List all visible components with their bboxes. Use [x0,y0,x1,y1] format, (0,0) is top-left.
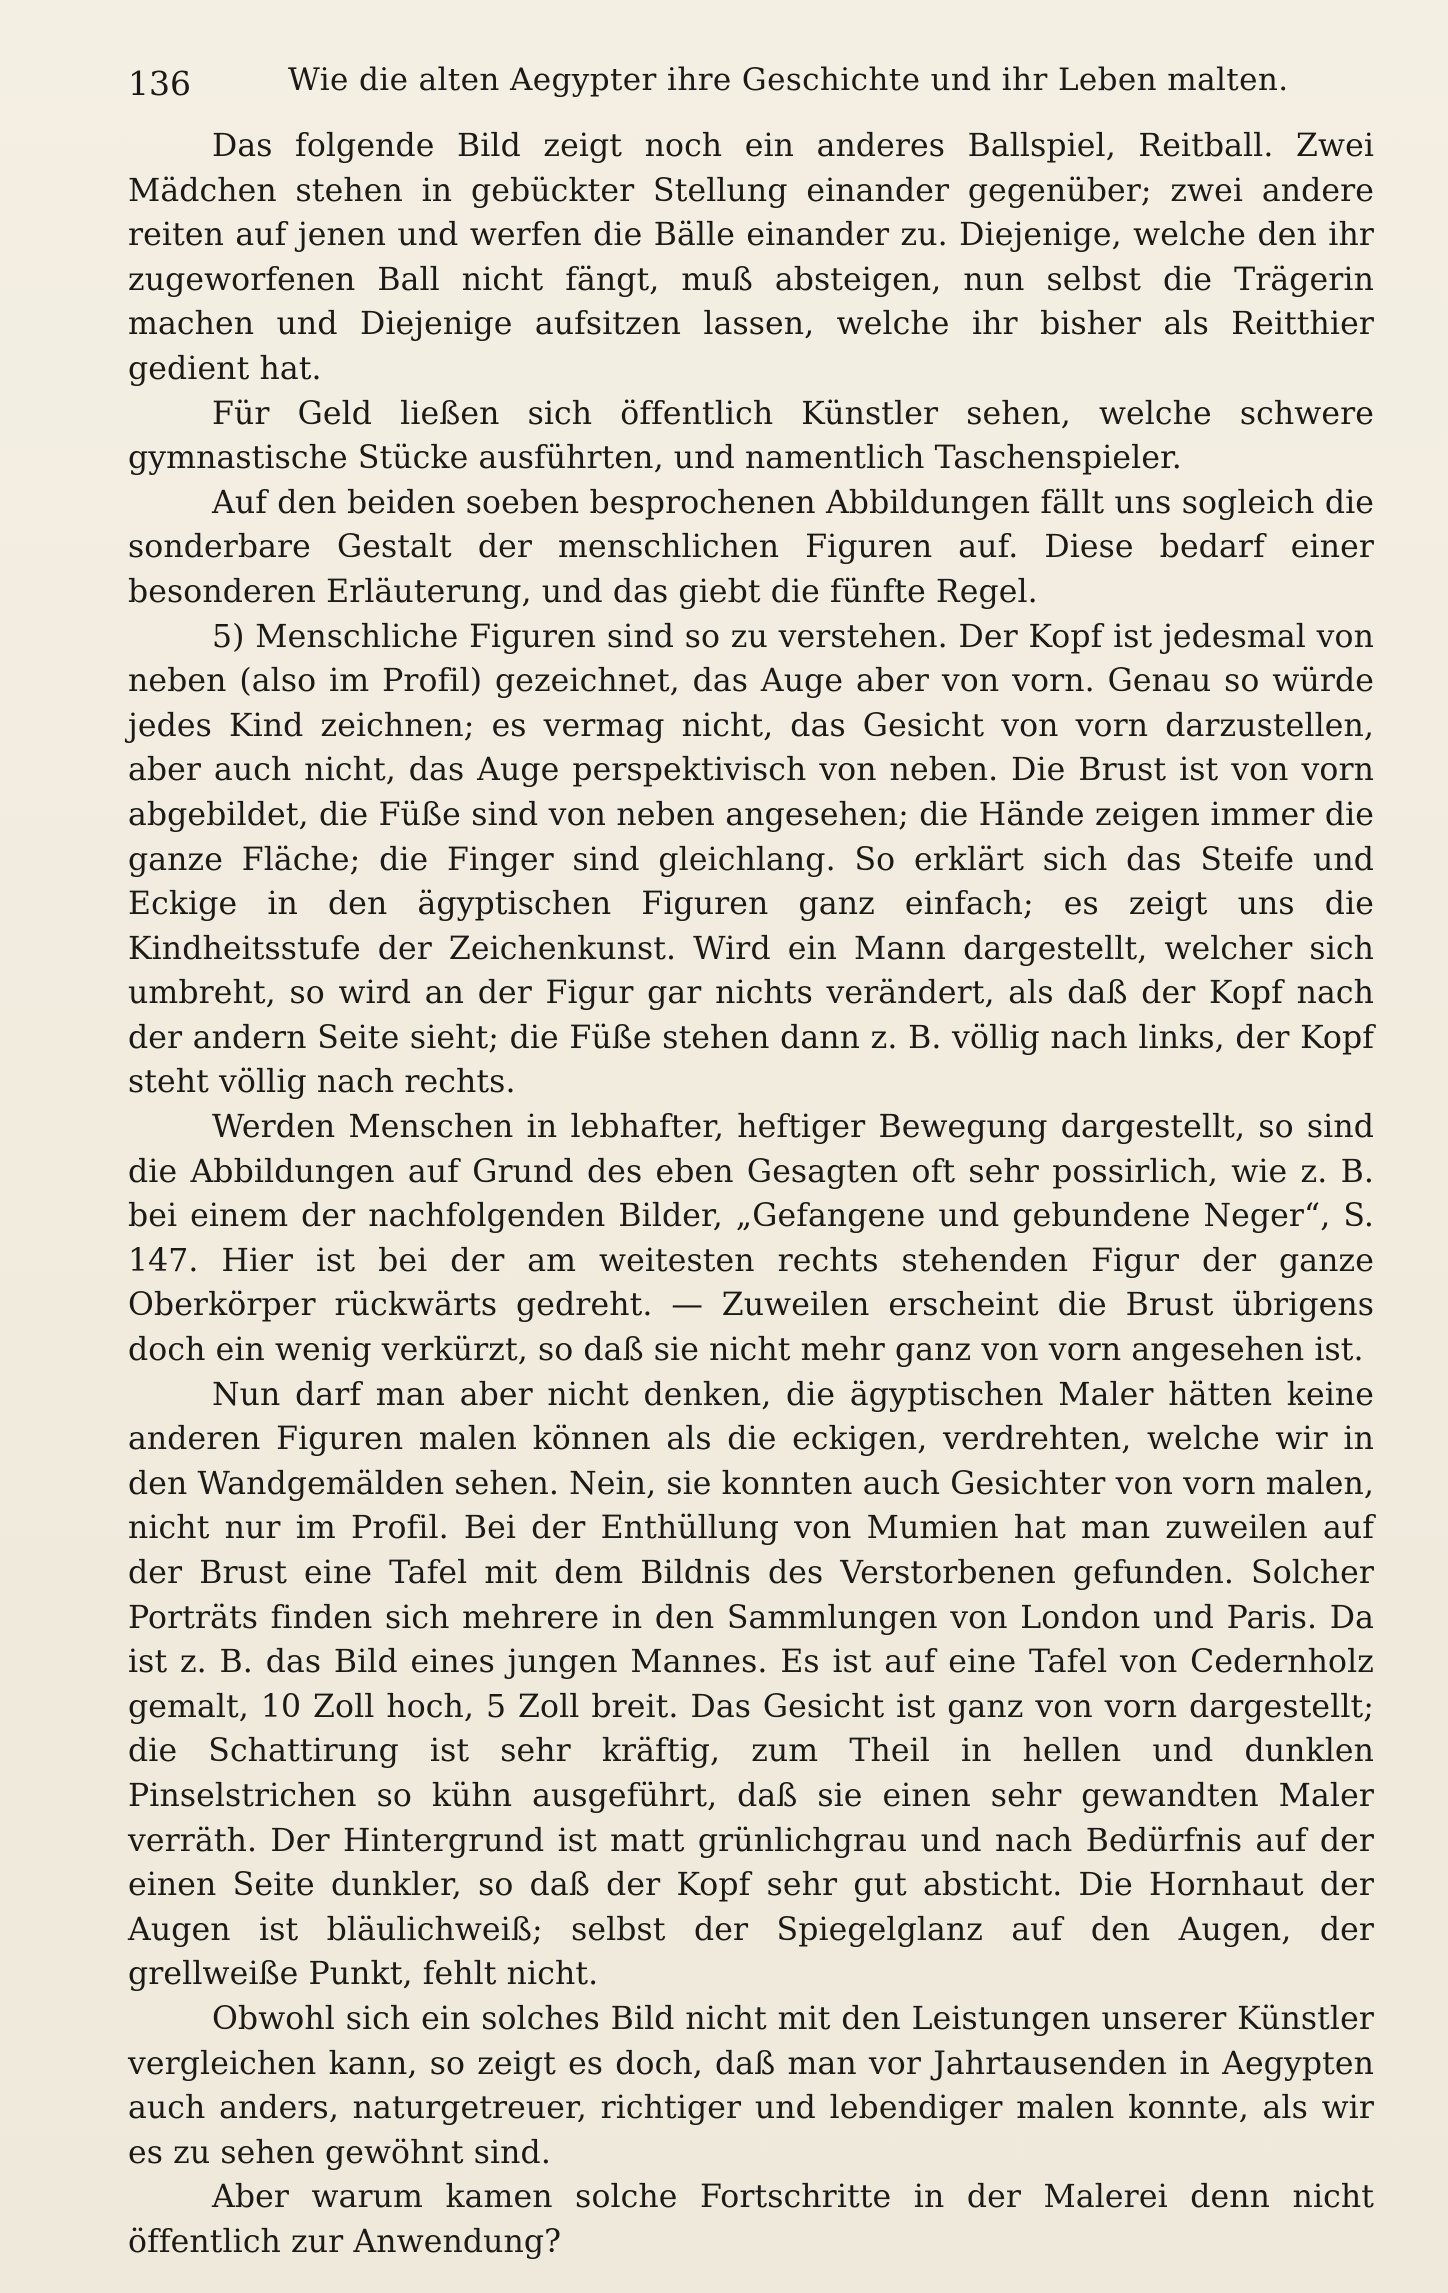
paragraph-portraets: Nun darf man aber nicht denken, die ägyptischen Maler hätten keine anderen Figuren malen können als die eckigen, verdrehten, welche wir in den Wandgemälden sehen. Nein, sie konnten auch Gesichter von vorn malen, nicht nur im Profil. Bei der Enthüllung von Mumien hat man zuweilen auf der Brust eine Tafel mit dem Bildnis des Verstorbenen gefunden. Solcher Porträts finden sich mehrere in den Sammlungen von London und Paris. Da ist z. B. das Bild eines jungen Mannes. Es ist auf eine Tafel von Cedernholz gemalt, 10 Zoll hoch, 5 Zoll breit. Das Gesicht ist ganz von vorn dargestellt; die Schattirung ist sehr kräftig, zum Theil in hellen und dunklen Pinselstrichen so kühn ausgeführt, daß sie einen sehr gewandten Maler verräth. Der Hintergrund ist matt grünlichgrau und nach Bedürfnis auf der einen Seite dunkler, so daß der Kopf sehr gut absticht. Die Hornhaut der Augen ist bläulichweiß; selbst der Spiegelglanz auf den Augen, der grellweiße Punkt, fehlt nicht. [128,1376,1374,1993]
paragraph-bewegung: Werden Menschen in lebhafter, heftiger Bewegung dargestellt, so sind die Abbildungen auf Grund des eben Gesagten oft sehr possirlich, wie z. B. bei einem der nachfolgenden Bilder, „Gefangene und gebundene Neger“, S. 147. Hier ist bei der am weitesten rechts stehenden Figur der ganze Oberkörper rückwärts gedreht. — Zuweilen erscheint die Brust übrigens doch ein wenig verkürzt, so daß sie nicht mehr ganz von vorn angesehen ist. [128,1109,1374,1369]
paragraph-frage: Aber warum kamen solche Fortschritte in der Malerei denn nicht öffentlich zur Anwendung? [128,2179,1374,2260]
paragraph-gestalt: Auf den beiden soeben besprochenen Abbildungen fällt uns sogleich die sonderbare Gestalt der menschlichen Figuren auf. Diese bedarf einer besonderen Erläuterung, und das giebt die fünfte Regel. [128,484,1374,610]
paragraph-kuenstler: Für Geld ließen sich öffentlich Künstler sehen, welche schwere gymnastische Stücke ausführten, und namentlich Taschenspieler. [128,395,1374,477]
paragraph-reitball: Das folgende Bild zeigt noch ein anderes Ballspiel, Reitball. Zwei Mädchen stehen in gebückter Stellung einander gegenüber; zwei andere reiten auf jenen und werfen die Bälle einander zu. Diejenige, welche den ihr zugeworfenen Ball nicht fängt, muß absteigen, nun selbst die Trägerin machen und Diejenige aufsitzen lassen, welche ihr bisher als Reitthier gedient hat. [128,128,1374,387]
page-number: 136 [128,64,191,103]
running-head [128,58,1374,108]
running-title: Wie die alten Aegypter ihre Geschichte und ihr Leben malten. [288,62,1289,98]
paragraph-vergleich: Obwohl sich ein solches Bild nicht mit den Leistungen unserer Künstler vergleichen kann, so zeigt es doch, daß man vor Jahrtausenden in Aegypten auch anders, naturgetreuer, richtiger und lebendiger malen konnte, als wir es zu sehen gewöhnt sind. [128,2000,1374,2171]
body-text [128,124,1374,2265]
paragraph-regel-5: 5) Menschliche Figuren sind so zu verstehen. Der Kopf ist jedesmal von neben (also im Profil) gezeichnet, das Auge aber von vorn. Genau so würde jedes Kind zeichnen; es vermag nicht, das Gesicht von vorn darzustellen, aber auch nicht, das Auge perspektivisch von neben. Die Brust ist von vorn abgebildet, die Füße sind von neben angesehen; die Hände zeigen immer die ganze Fläche; die Finger sind gleichlang. So erklärt sich das Steife und Eckige in den ägyptischen Figuren ganz einfach; es zeigt uns die Kindheitsstufe der Zeichenkunst. Wird ein Mann dargestellt, welcher sich umbreht, so wird an der Figur gar nichts verändert, als daß der Kopf nach der andern Seite sieht; die Füße stehen dann z. B. völlig nach links, der Kopf steht völlig nach rechts. [128,618,1374,1101]
